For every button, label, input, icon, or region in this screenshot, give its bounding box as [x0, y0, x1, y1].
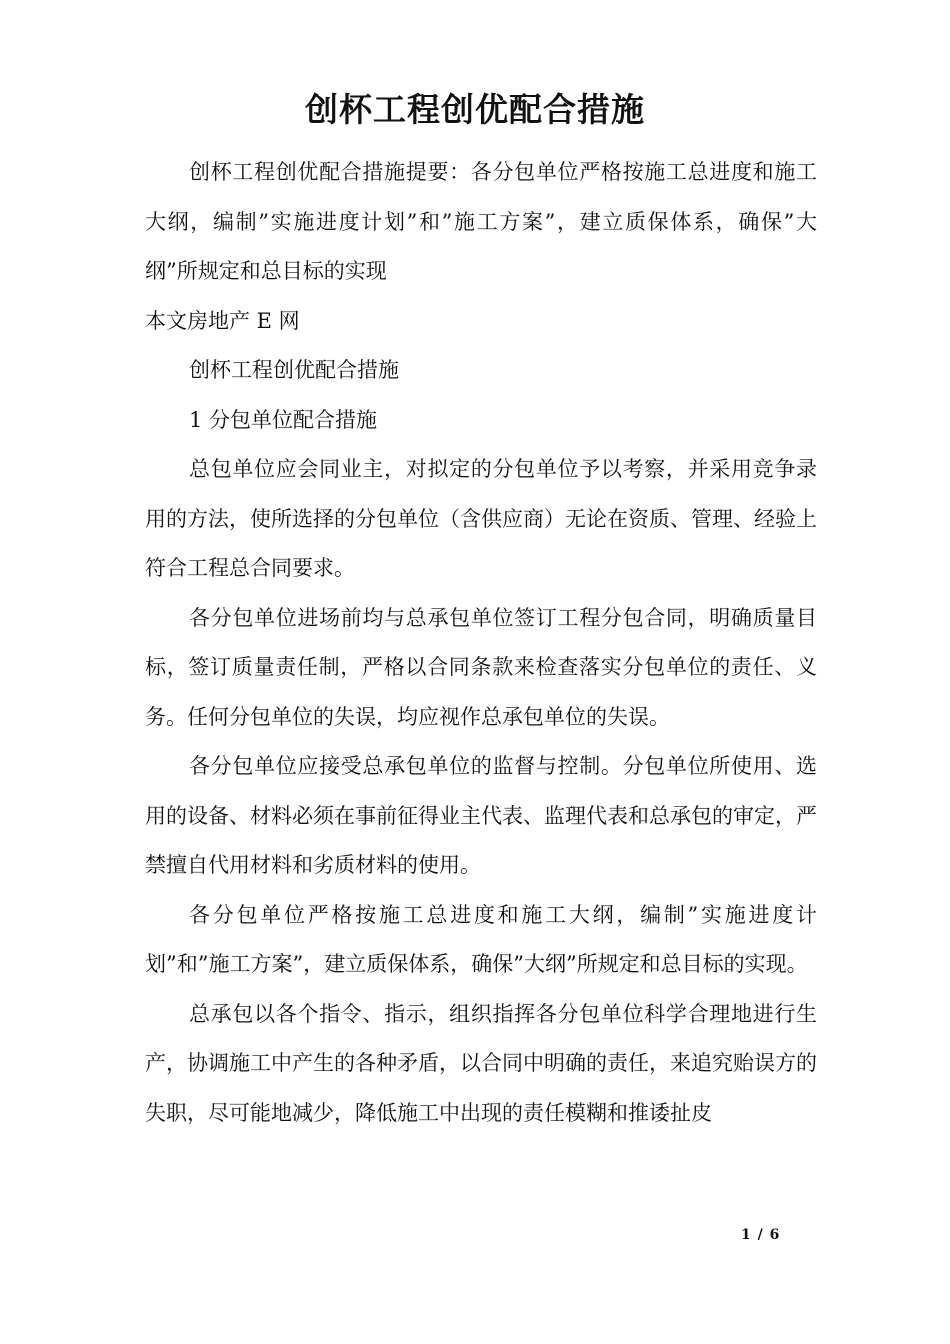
document-title: 创杯工程创优配合措施: [305, 90, 645, 129]
body-paragraph: 创杯工程创优配合措施提要：各分包单位严格按施工总进度和施工大纲，编制”实施进度计划”和”施工方案”，建立质保体系，确保”大纲”所规定和总目标的实现: [145, 160, 817, 283]
body-paragraph: 各分包单位应接受总承包单位的监督与控制。分包单位所使用、选用的设备、材料必须在事前征得业主代表、监理代表和总承包的审定，严禁擅自代用材料和劣质材料的使用。: [145, 754, 817, 877]
body-paragraph: 创杯工程创优配合措施: [189, 358, 399, 382]
body-paragraph: 总包单位应会同业主，对拟定的分包单位予以考察，并采用竞争录用的方法，使所选择的分包单位（含供应商）无论在资质、管理、经验上符合工程总合同要求。: [145, 457, 817, 580]
body-paragraph: 各分包单位进场前均与总承包单位签订工程分包合同，明确质量目标，签订质量责任制，严格以合同条款来检查落实分包单位的责任、义务。任何分包单位的失误，均应视作总承包单位的失误。: [145, 605, 817, 729]
body-paragraph: 总承包以各个指令、指示，组织指挥各分包单位科学合理地进行生产，协调施工中产生的各种矛盾，以合同中明确的责任，来追究贻误方的失职，尽可能地减少，降低施工中出现的责任模糊和推诿扯皮: [145, 1001, 817, 1125]
body-paragraph: 1 分包单位配合措施: [189, 407, 378, 432]
document-body: [145, 148, 817, 1138]
page-number: 1 / 6: [741, 1227, 781, 1243]
body-paragraph: 本文房地产 E 网: [145, 308, 300, 333]
body-paragraph: 各分包单位严格按施工总进度和施工大纲，编制”实施进度计划”和”施工方案”，建立质保体系，确保”大纲”所规定和总目标的实现。: [145, 902, 817, 976]
